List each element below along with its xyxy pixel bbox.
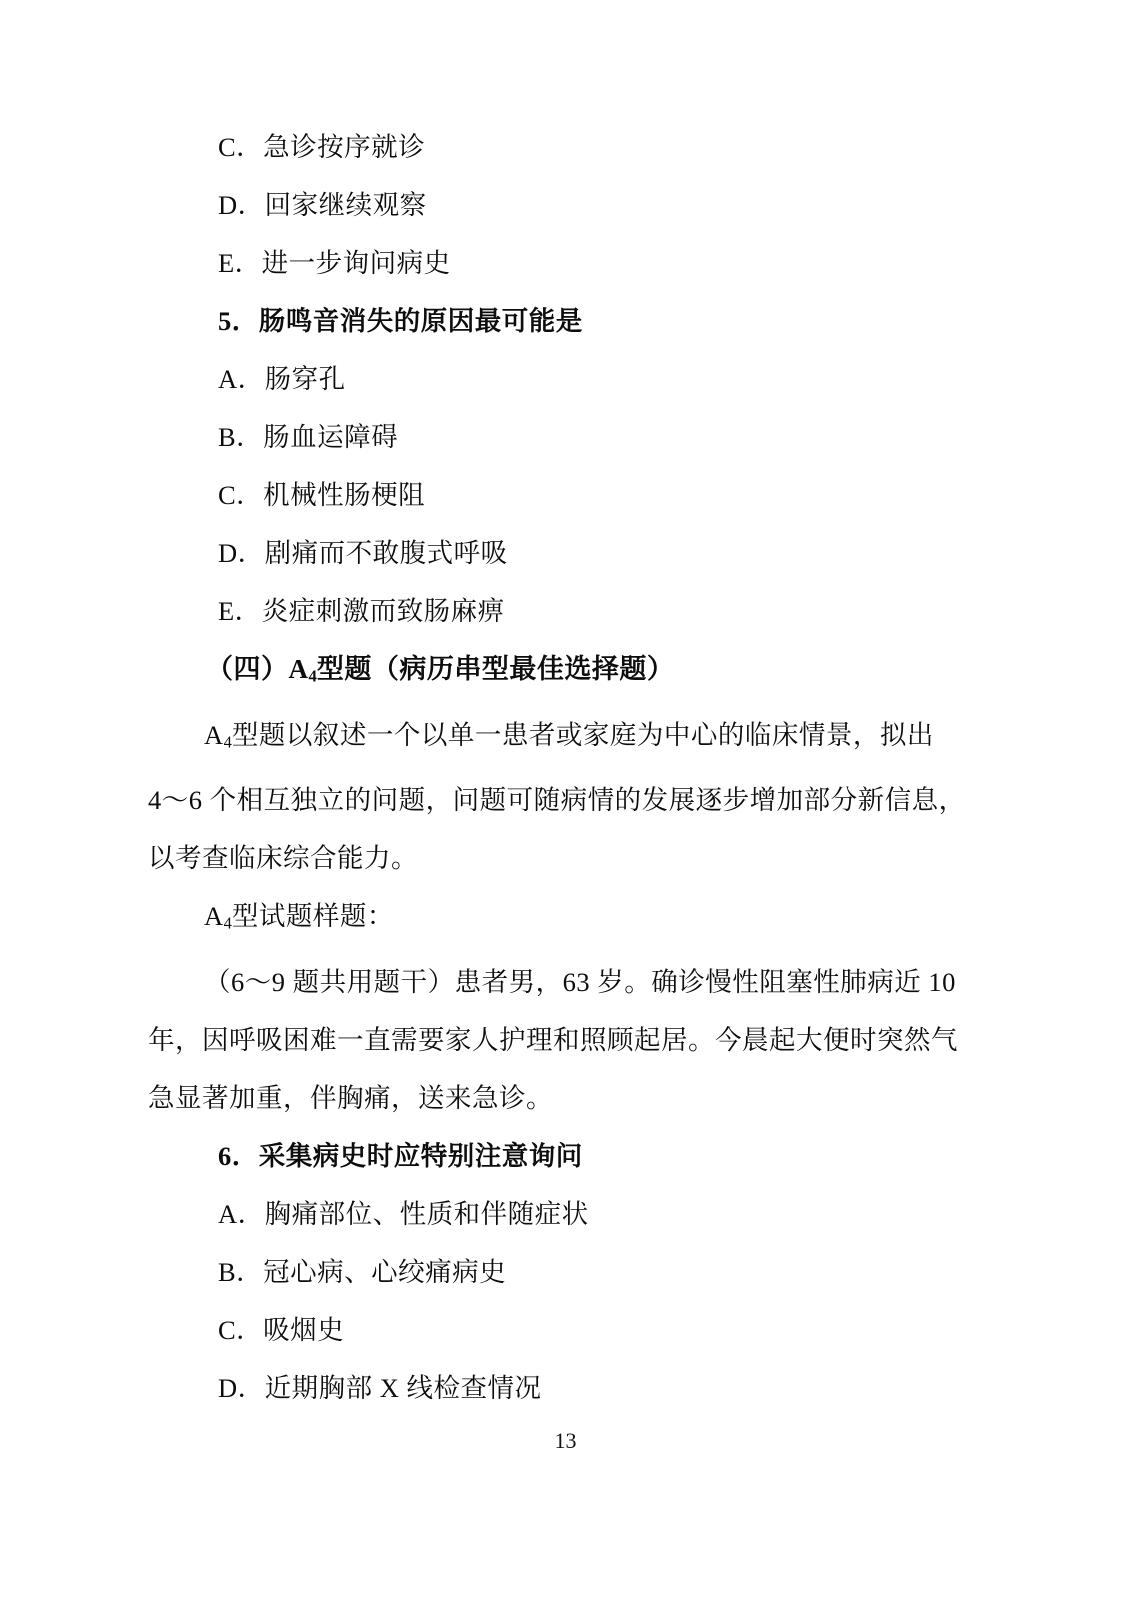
option-d-q4: D．回家继续观察 <box>218 190 427 220</box>
option-b-q6: B．冠心病、心绞痛病史 <box>218 1256 507 1287</box>
option-c-q5: C．机械性肠梗阻 <box>218 480 426 510</box>
option-b-q5: B．肠血运障碍 <box>218 422 399 452</box>
option-e-q5: E．炎症刺激而致肠麻痹 <box>218 596 505 626</box>
option-e-q4: E．进一步询问病史 <box>218 248 451 278</box>
option-a-q6: A．胸痛部位、性质和伴随症状 <box>218 1198 589 1229</box>
paragraph-a4-description-line3: 以考查临床综合能力。 <box>148 843 418 874</box>
page-number: 13 <box>554 1428 577 1453</box>
question-5: 5．肠鸣音消失的原因最可能是 <box>218 306 583 336</box>
paragraph-a4-description-line1: $A_4$型题以叙述一个以单一患者或家庭为中心的临床情景，拟出 <box>204 719 934 752</box>
case-stem-line1: （6～9 题共用题干）患者男，63 岁。确诊慢性阻塞性肺病近 10 <box>204 966 956 997</box>
option-d-q5: D．剧痛而不敢腹式呼吸 <box>218 538 508 568</box>
paragraph-sample-label: $A_4$型试题样题： <box>204 901 394 933</box>
question-6: 6．采集病史时应特别注意询问 <box>218 1140 583 1171</box>
section-heading-a4: （四）$A_4$型题（病历串型最佳选择题） <box>206 654 675 686</box>
option-a-q5: A．肠穿孔 <box>218 364 346 394</box>
option-c-q4: C．急诊按序就诊 <box>218 132 426 162</box>
document-body <box>148 118 978 1417</box>
case-stem-line2: 年，因呼吸困难一直需要家人护理和照顾起居。今晨起大便时突然气 <box>148 1024 958 1055</box>
option-c-q6: C．吸烟史 <box>218 1314 345 1345</box>
paragraph-a4-description-line2: 4～6 个相互独立的问题，问题可随病情的发展逐步增加部分新信息， <box>148 785 966 816</box>
case-stem-line3: 急显著加重，伴胸痛，送来急诊。 <box>148 1082 553 1113</box>
option-d-q6: D．近期胸部 X 线检查情况 <box>218 1372 542 1403</box>
